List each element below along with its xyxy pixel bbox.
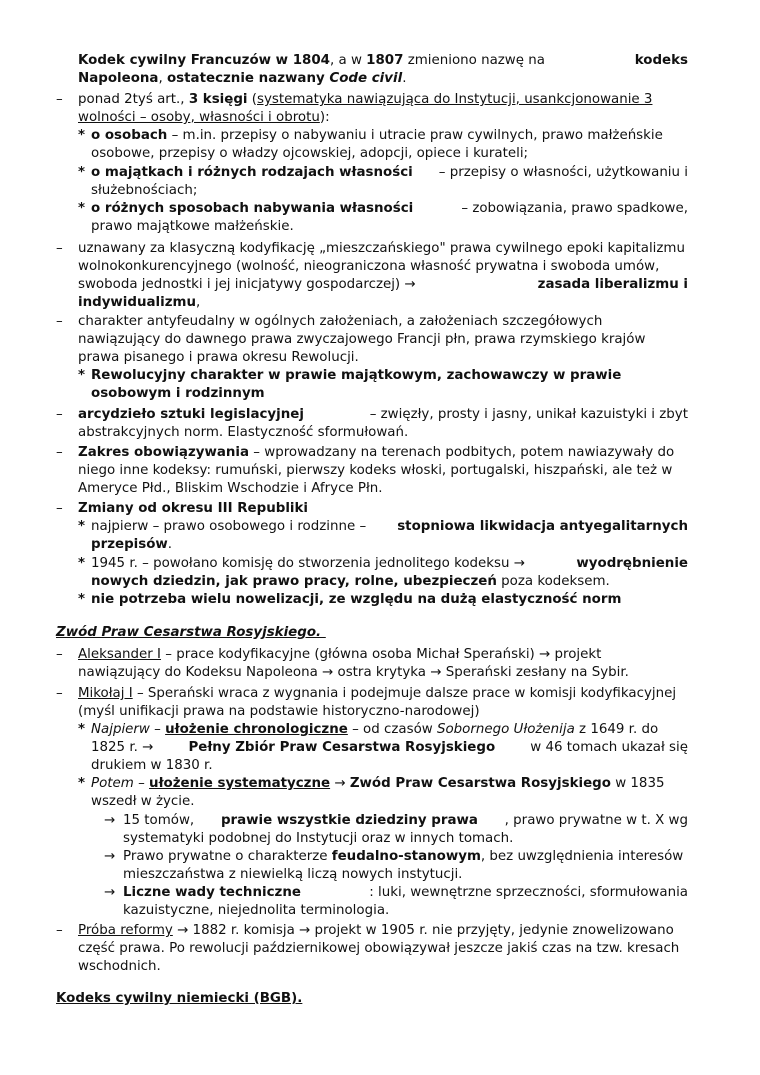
fr-bullet-6-sub-2-line-1: 1945 r. – powołano komisję do stworzenia jednolitego kodeksu → wyodrębnienie bbox=[91, 556, 688, 571]
ru-arrow-1-line-2: systematyki podobnej do Instytucji oraz w innych tomach. bbox=[123, 831, 514, 846]
star-marker: * bbox=[78, 722, 86, 737]
fr-bullet-3-line-1: charakter antyfeudalny w ogólnych założeniach, a założeniach szczegółowych bbox=[78, 314, 603, 329]
ru-arrow-2-line-2: mieszczaństwa z niewielką liczą nowych instytucji. bbox=[123, 867, 463, 882]
star-marker: * bbox=[78, 165, 86, 180]
arrow-marker: → bbox=[104, 849, 116, 864]
star-marker: * bbox=[78, 201, 86, 216]
fr-bullet-1-line-2: wolności – osoby, własności i obrotu): bbox=[78, 110, 330, 125]
fr-bullet-6-sub-1-line-1: najpierw – prawo osobowego i rodzinne – stopniowa likwidacja antyegalitarnych bbox=[91, 519, 688, 534]
fr-bullet-4-line-2: abstrakcyjnych norm. Elastyczność sformułowań. bbox=[78, 425, 409, 440]
star-marker: * bbox=[78, 776, 86, 791]
fr-bullet-6-title: Zmiany od okresu III Republiki bbox=[78, 501, 308, 516]
star-marker: * bbox=[78, 592, 86, 607]
ru-arrow-3-line-1: Liczne wady techniczne : luki, wewnętrzne sprzeczności, sformułowania bbox=[123, 885, 688, 900]
fr-bullet-5-line-3: Ameryce Płd., Bliskim Wschodzie i Afryce Płn. bbox=[78, 481, 383, 496]
star-marker: * bbox=[78, 128, 86, 143]
dash-marker: – bbox=[56, 445, 63, 460]
fr-bullet-6-sub-1-line-2: przepisów. bbox=[91, 537, 173, 552]
ru-arrow-3-line-2: kazuistyczne, niejednolita terminologia. bbox=[123, 903, 390, 918]
fr-bullet-2-line-3: swoboda jednostki i jej inicjatywy gospodarczej) → zasada liberalizmu i bbox=[78, 277, 688, 292]
ru-arrow-1-line-1: 15 tomów, prawie wszystkie dziedziny prawa , prawo prywatne w t. X wg bbox=[123, 813, 688, 828]
fr-bullet-3-sub-line-1: Rewolucyjny charakter w prawie majątkowym, zachowawczy w prawie bbox=[91, 368, 622, 383]
section-heading-germany: Kodeks cywilny niemiecki (BGB). bbox=[56, 991, 303, 1006]
dash-marker: – bbox=[56, 686, 63, 701]
fr-bullet-3-line-2: nawiązujący do dawnego prawa zwyczajowego Francji płn, prawa rzymskiego krajów bbox=[78, 332, 646, 347]
star-marker: * bbox=[78, 519, 86, 534]
dash-marker: – bbox=[56, 647, 63, 662]
ru-bullet-3-line-2: część prawa. Po rewolucji październikowej obowiązywał jeszcze jakiś czas na tzw. kresach bbox=[78, 941, 680, 956]
arrow-marker: → bbox=[104, 813, 116, 828]
ru-sub-2-line-1: Potem – ułożenie systematyczne → Zwód Praw Cesarstwa Rosyjskiego w 1835 bbox=[91, 776, 665, 791]
fr-sub-2-line-2: służebnościach; bbox=[91, 183, 198, 198]
ru-bullet-2-line-1: Mikołaj I – Sperański wraca z wygnania i podejmuje dalsze prace w komisji kodyfikacyjnej bbox=[78, 686, 677, 701]
fr-bullet-6-sub-3: nie potrzeba wielu nowelizacji, ze względu na dużą elastyczność norm bbox=[91, 592, 622, 607]
ru-bullet-2-line-2: (myśl unifikacji prawa na podstawie historyczno-narodowej) bbox=[78, 704, 480, 719]
fr-bullet-2-line-2: wolnokonkurencyjnego (wolność, nieograniczona własność prywatna i swoboda umów, bbox=[78, 259, 660, 274]
intro-line-2: Napoleona, ostatecznie nazwany Code civil. bbox=[78, 71, 407, 86]
fr-sub-3-line-2: prawo majątkowe małżeńskie. bbox=[91, 219, 294, 234]
ru-sub-1-line-2: 1825 r. → Pełny Zbiór Praw Cesarstwa Rosyjskiego w 46 tomach ukazał się bbox=[91, 740, 688, 755]
fr-sub-1-line-2: osobowe, przepisy o władzy ojcowskiej, adopcji, opiece i kurateli; bbox=[91, 146, 529, 161]
section-heading-russia: Zwód Praw Cesarstwa Rosyjskiego. bbox=[56, 625, 326, 640]
ru-sub-2-line-2: wszedł w życie. bbox=[91, 794, 195, 809]
fr-bullet-5-line-1: Zakres obowiązywania – wprowadzany na terenach podbitych, potem nawiazywały do bbox=[78, 445, 675, 460]
dash-marker: – bbox=[56, 92, 63, 107]
ru-bullet-1-line-2: nawiązujący do Kodeksu Napoleona → ostra krytyka → Sperański zesłany na Sybir. bbox=[78, 665, 629, 680]
fr-bullet-2-line-4: indywidualizmu, bbox=[78, 295, 201, 310]
ru-bullet-3-line-1: Próba reformy → 1882 r. komisja → projekt w 1905 r. nie przyjęty, jedynie znowelizowano bbox=[78, 923, 674, 938]
fr-sub-3-line-1: o różnych sposobach nabywania własności – zobowiązania, prawo spadkowe, bbox=[91, 201, 688, 216]
fr-bullet-1-line-1: ponad 2tyś art., 3 księgi (systematyka nawiązująca do Instytucji, usankcjonowanie 3 bbox=[78, 92, 653, 107]
fr-bullet-2-line-1: uznawany za klasyczną kodyfikację „mieszczańskiego" prawa cywilnego epoki kapitalizmu bbox=[78, 241, 685, 256]
fr-bullet-5-line-2: niego inne kodeksy: rumuński, pierwszy kodeks włoski, portugalski, hiszpański, ale też w bbox=[78, 463, 673, 478]
ru-sub-1-line-1: Najpierw – ułożenie chronologiczne – od czasów Sobornego Ułożenija z 1649 r. do bbox=[91, 722, 659, 737]
dash-marker: – bbox=[56, 241, 63, 256]
ru-arrow-2-line-1: Prawo prywatne o charakterze feudalno-stanowym, bez uwzględnienia interesów bbox=[123, 849, 684, 864]
fr-bullet-4-line-1: arcydzieło sztuki legislacyjnej – zwięzły, prosty i jasny, unikał kazuistyki i zbyt bbox=[78, 407, 688, 422]
dash-marker: – bbox=[56, 923, 63, 938]
dash-marker: – bbox=[56, 501, 63, 516]
star-marker: * bbox=[78, 368, 86, 383]
fr-sub-2-line-1: o majątkach i różnych rodzajach własności – przepisy o własności, użytkowaniu i bbox=[91, 165, 688, 180]
fr-bullet-3-line-3: prawa pisanego i prawa okresu Rewolucji. bbox=[78, 350, 359, 365]
fr-bullet-3-sub-line-2: osobowym i rodzinnym bbox=[91, 386, 265, 401]
intro-line-1: Kodek cywilny Francuzów w 1804, a w 1807 zmieniono nazwę na kodeks bbox=[78, 53, 688, 68]
dash-marker: – bbox=[56, 407, 63, 422]
star-marker: * bbox=[78, 556, 86, 571]
arrow-marker: → bbox=[104, 885, 116, 900]
ru-bullet-3-line-3: wschodnich. bbox=[78, 959, 161, 974]
ru-sub-1-line-3: drukiem w 1830 r. bbox=[91, 758, 213, 773]
ru-bullet-1-line-1: Aleksander I – prace kodyfikacyjne (główna osoba Michał Sperański) → projekt bbox=[78, 647, 602, 662]
dash-marker: – bbox=[56, 314, 63, 329]
fr-bullet-6-sub-2-line-2: nowych dziedzin, jak prawo pracy, rolne, ubezpieczeń poza kodeksem. bbox=[91, 574, 610, 589]
fr-sub-1-line-1: o osobach – m.in. przepisy o nabywaniu i utracie praw cywilnych, prawo małżeńskie bbox=[91, 128, 663, 143]
